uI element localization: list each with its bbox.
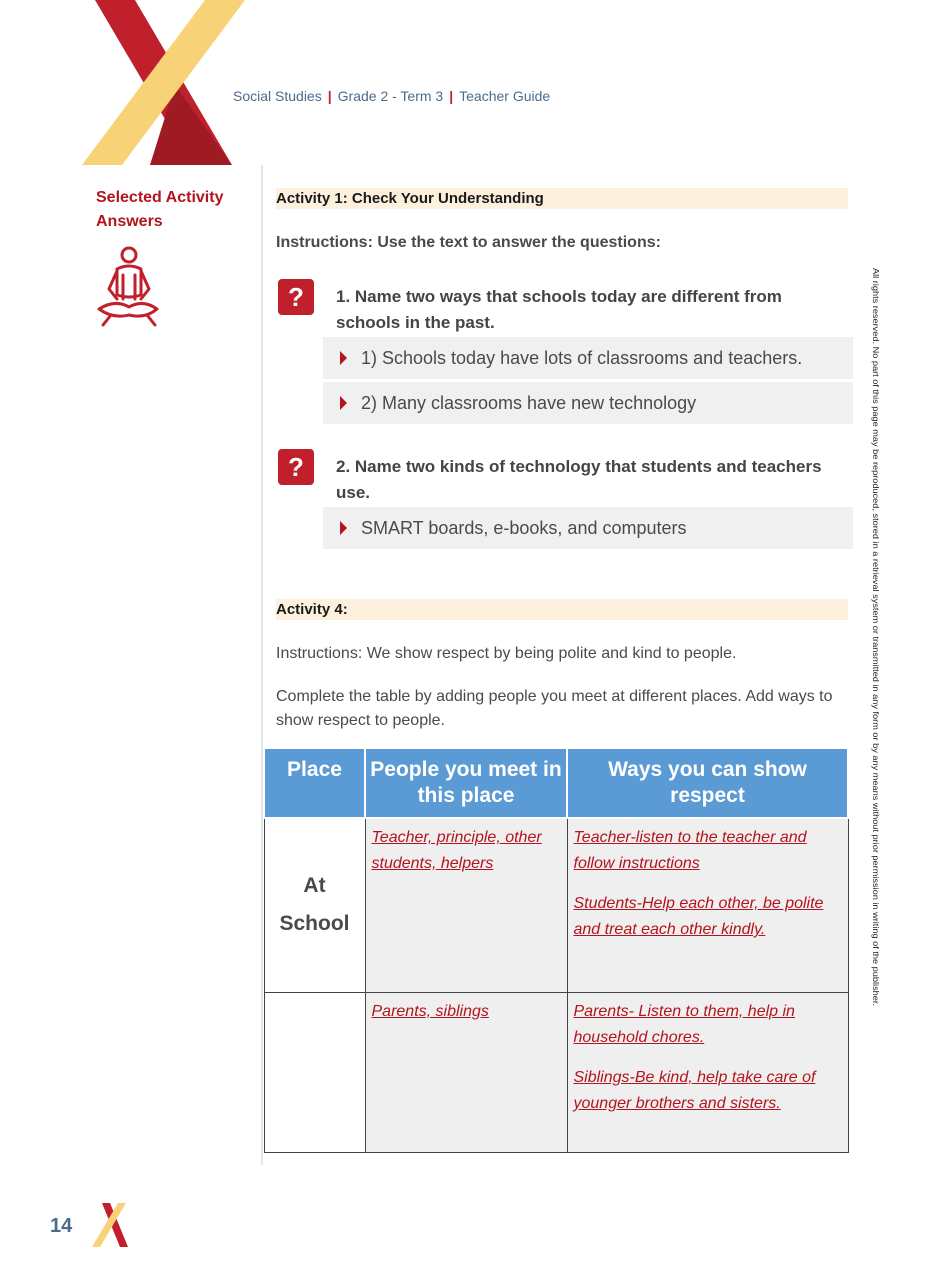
answer-text: 2) Many classrooms have new technology xyxy=(361,393,697,413)
ways-text: Students-Help each other, be polite and treat each other kindly. xyxy=(573,895,824,938)
answer-text: SMART boards, e-books, and computers xyxy=(361,518,687,538)
activity1-heading: Activity 1: Check Your Understanding xyxy=(276,188,848,209)
ways-text: Teacher-listen to the teacher and follow instructions xyxy=(573,829,807,872)
activity4-instructions-1: Instructions: We show respect by being polite and kind to people. xyxy=(276,645,737,662)
question-icon: ? xyxy=(278,279,314,315)
header-people: People you meet in this place xyxy=(365,748,567,818)
header-grade: Grade 2 - Term 3 xyxy=(337,88,444,104)
question-1: 1. Name two ways that schools today are different from schools in the past. xyxy=(336,287,782,332)
header-guide: Teacher Guide xyxy=(459,88,551,104)
brand-logo xyxy=(0,0,260,170)
table-row xyxy=(264,992,848,1152)
answer-1b xyxy=(323,382,853,424)
people-cell xyxy=(365,818,567,992)
meditation-person-icon xyxy=(95,245,161,327)
activity1-instructions: Instructions: Use the text to answer the questions: xyxy=(276,234,661,251)
header-breadcrumb: Social Studies | Grade 2 - Term 3 | Teacher Guide xyxy=(233,88,551,104)
footer-logo xyxy=(86,1203,130,1249)
answer-1a xyxy=(323,337,853,379)
ways-cell xyxy=(567,992,848,1152)
ways-text: Siblings-Be kind, help take care of younger brothers and sisters. xyxy=(573,1068,816,1112)
place-cell xyxy=(264,818,365,992)
header-place: Place xyxy=(264,748,365,818)
copyright-text: All rights reserved. No part of this page may be reproduced, stored in a retrieval system or transmitted in any form or by any means without prior permission in writing of the publisher. xyxy=(871,268,881,959)
answer-2a xyxy=(323,507,853,549)
ways-text: Parents- Listen to them, help in household chores. xyxy=(573,1002,795,1046)
people-text: Parents, siblings xyxy=(371,1002,489,1020)
people-text: Teacher, principle, other students, helpers xyxy=(371,829,542,872)
question-2: 2. Name two kinds of technology that students and teachers use. xyxy=(336,457,822,502)
page-number: 14 xyxy=(50,1215,73,1237)
place-text: At School xyxy=(279,874,350,936)
copyright-notice xyxy=(868,268,884,1008)
activity4-heading: Activity 4: xyxy=(276,599,848,620)
question-icon: ? xyxy=(278,449,314,485)
arrow-icon xyxy=(340,396,347,410)
table-row xyxy=(264,818,848,992)
people-cell xyxy=(365,992,567,1152)
place-cell xyxy=(264,992,365,1152)
respect-table xyxy=(263,747,849,1153)
header-subject: Social Studies xyxy=(233,88,322,104)
header-ways: Ways you can show respect xyxy=(567,748,848,818)
ways-cell xyxy=(567,818,848,992)
arrow-icon xyxy=(340,351,347,365)
arrow-icon xyxy=(340,521,347,535)
activity4-instructions-2: Complete the table by adding people you meet at different places. Add ways to show respect to people. xyxy=(276,688,833,729)
answer-text: 1) Schools today have lots of classrooms and teachers. xyxy=(361,348,803,368)
sidebar-title: Selected Activity Answers xyxy=(96,189,224,230)
